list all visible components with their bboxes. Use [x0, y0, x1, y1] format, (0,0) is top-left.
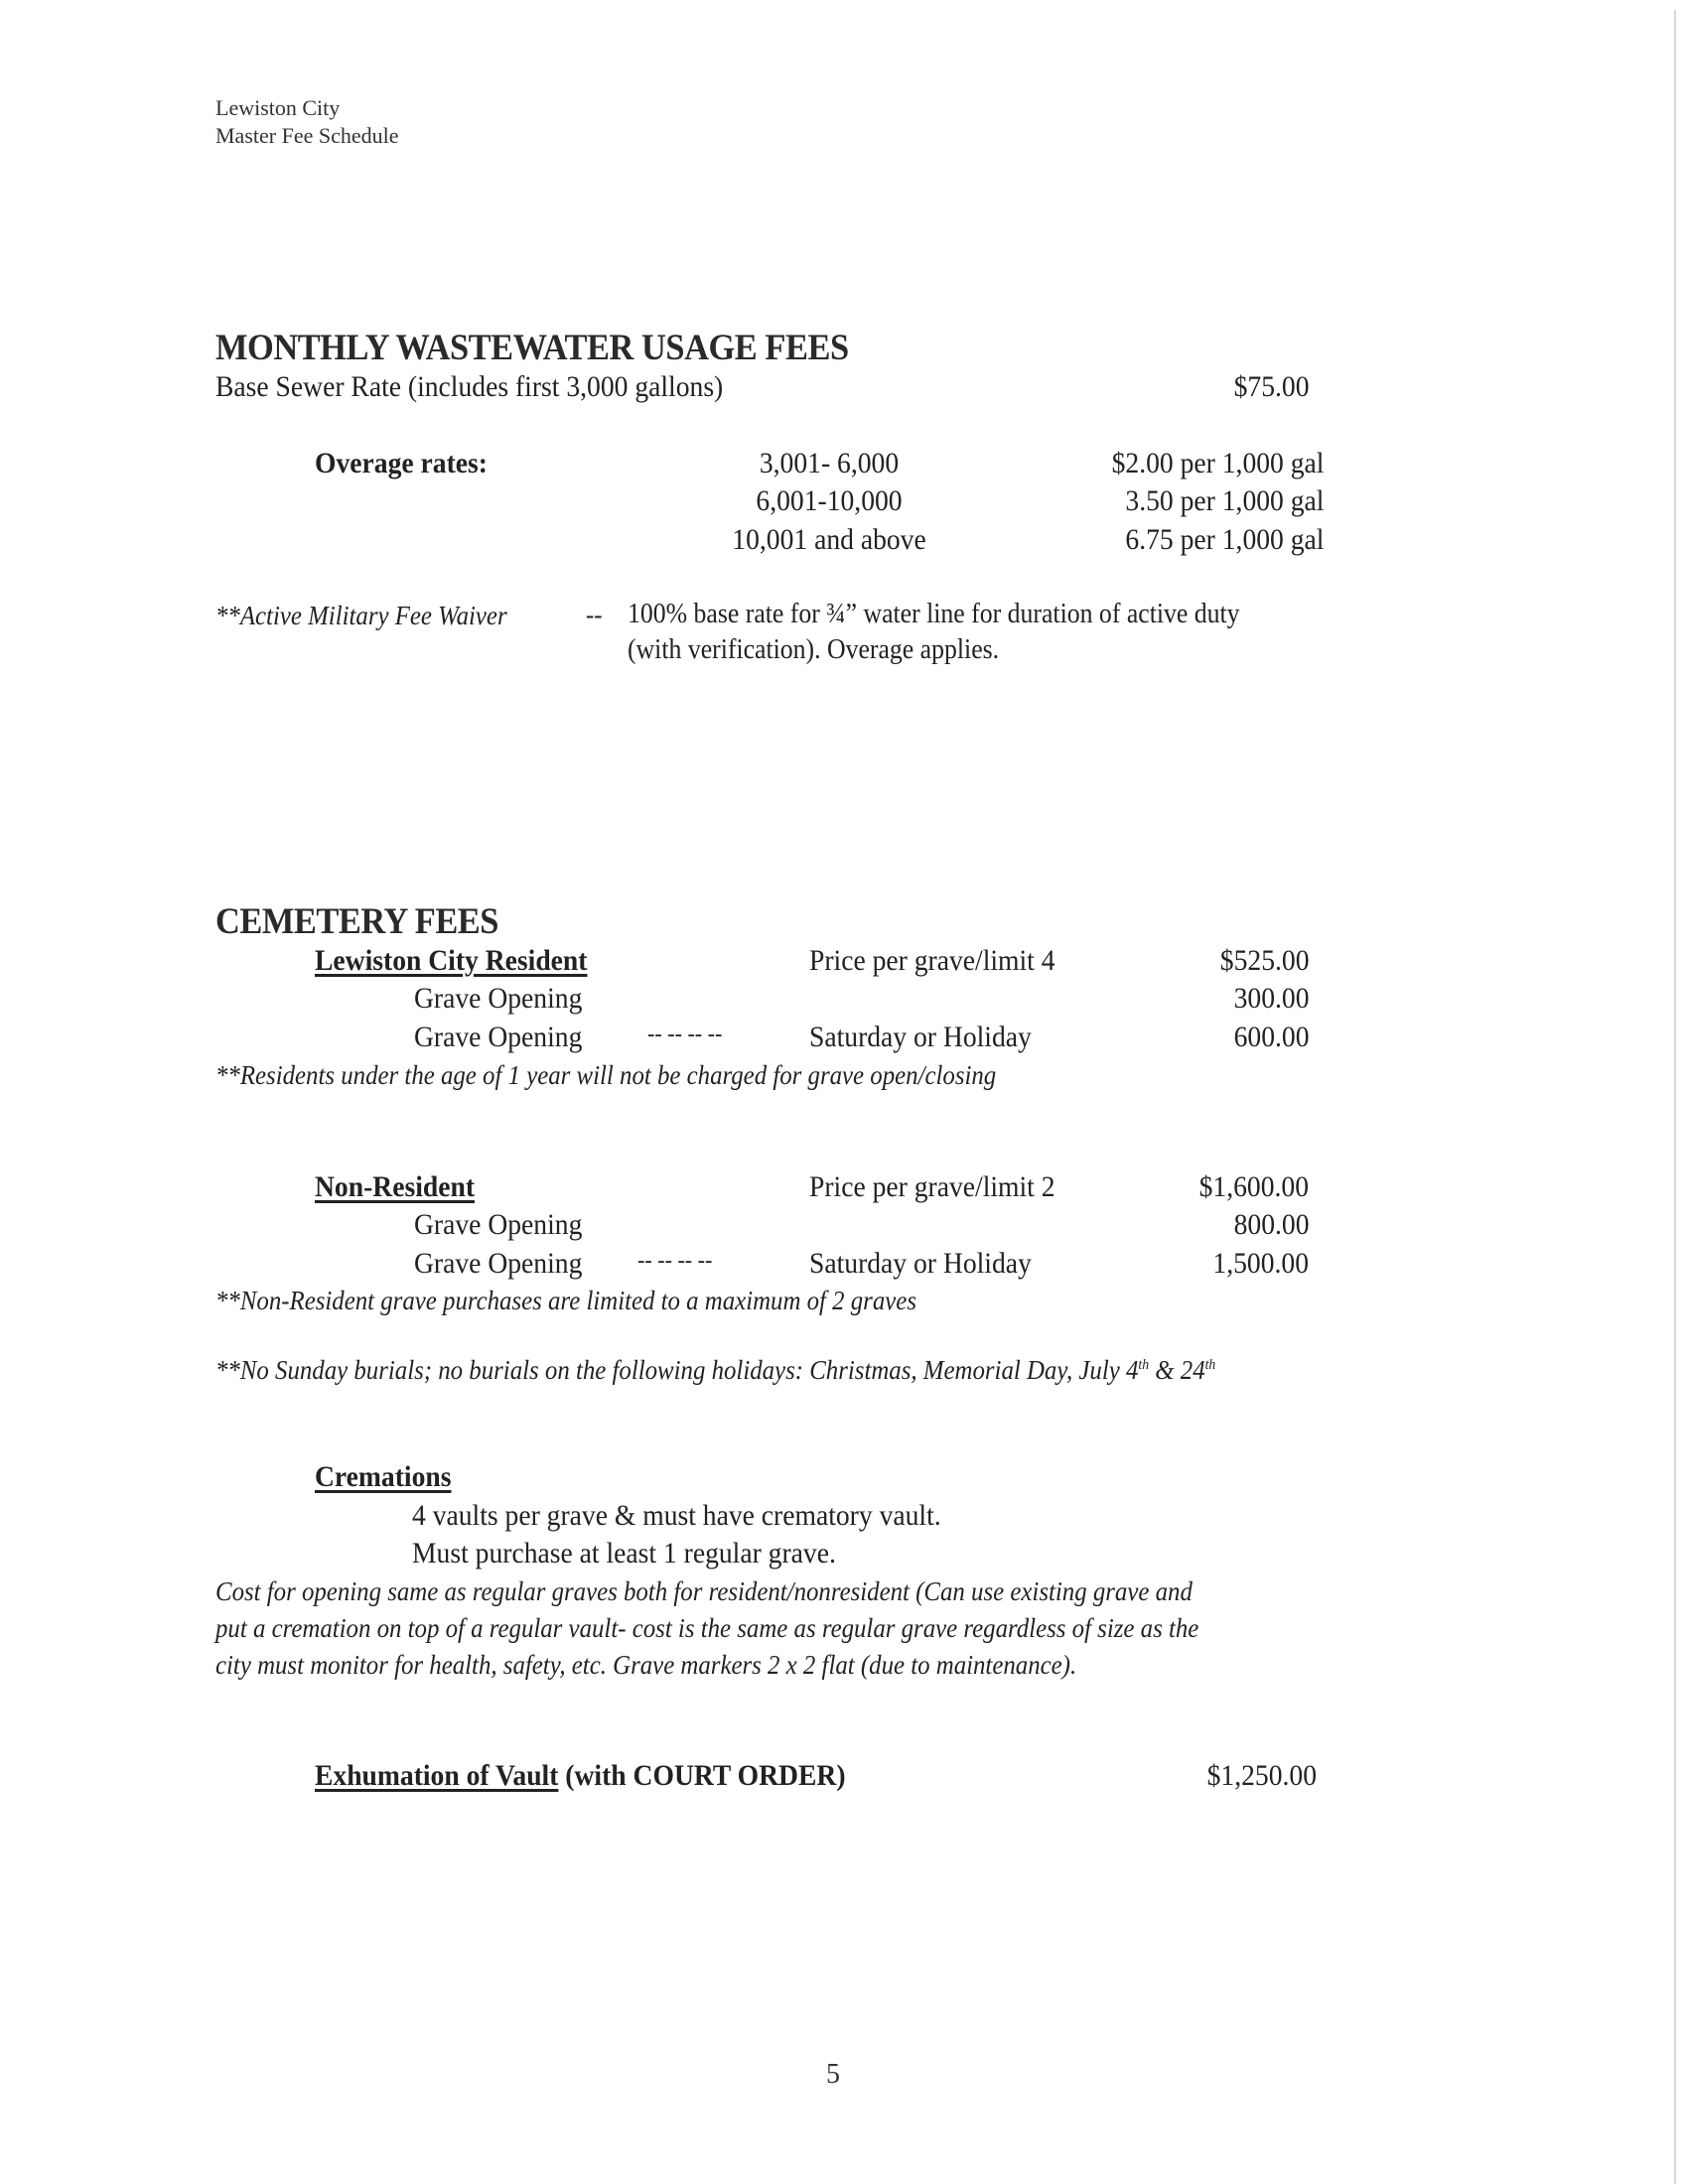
- sunday-note-text-2: & 24: [1149, 1355, 1205, 1385]
- nonresident-holiday-label: Saturday or Holiday: [809, 1247, 1032, 1280]
- resident-holiday-amount: 600.00: [1233, 1021, 1309, 1053]
- nonresident-grave-opening-holiday: Grave Opening: [414, 1247, 583, 1280]
- resident-grave-opening: Grave Opening: [414, 982, 583, 1015]
- resident-price: $525.00: [1219, 944, 1309, 977]
- resident-holiday-label: Saturday or Holiday: [809, 1021, 1032, 1053]
- exhumation-qualifier: (with COURT ORDER): [558, 1759, 846, 1792]
- resident-heading: Lewiston City Resident: [315, 944, 588, 977]
- nonresident-note: **Non-Resident grave purchases are limited to a maximum of 2 graves: [215, 1286, 916, 1315]
- base-sewer-label: Base Sewer Rate (includes first 3,000 gallons): [215, 370, 724, 403]
- sunday-note-text: **No Sunday burials; no burials on the following holidays: Christmas, Memorial Day, July 4: [215, 1355, 1139, 1385]
- resident-dashes: -- -- -- --: [647, 1022, 723, 1047]
- header-city: Lewiston City: [215, 95, 341, 120]
- military-separator: --: [586, 600, 603, 629]
- nonresident-grave-opening-amount: 800.00: [1233, 1208, 1309, 1241]
- cremations-note-1: Cost for opening same as regular graves both for resident/nonresident (Can use existing grave and: [215, 1576, 1193, 1606]
- page-edge-line: [1674, 10, 1676, 2184]
- overage-range: 10,001 and above: [732, 523, 926, 556]
- sunday-burials-note: [215, 1357, 1215, 1384]
- overage-range: 6,001-10,000: [756, 484, 903, 517]
- exhumation-heading: Exhumation of Vault: [315, 1759, 559, 1792]
- cremations-heading: Cremations: [315, 1460, 452, 1493]
- exhumation-row: [315, 1761, 846, 1791]
- military-waiver-text-2: (with verification). Overage applies.: [628, 634, 1000, 665]
- cremations-line-2: Must purchase at least 1 regular grave.: [412, 1537, 836, 1570]
- page-number: 5: [826, 2059, 840, 2090]
- nonresident-heading: Non-Resident: [315, 1170, 476, 1203]
- ordinal-suffix: th: [1138, 1357, 1150, 1373]
- nonresident-grave-opening: Grave Opening: [414, 1208, 583, 1241]
- exhumation-amount: $1,250.00: [1206, 1759, 1317, 1792]
- resident-price-label: Price per grave/limit 4: [809, 944, 1055, 977]
- overage-label: Overage rates:: [315, 447, 488, 479]
- cremations-line-1: 4 vaults per grave & must have crematory vault.: [412, 1499, 941, 1532]
- overage-rate: 3.50 per 1,000 gal: [1124, 484, 1324, 517]
- nonresident-holiday-amount: 1,500.00: [1212, 1247, 1309, 1280]
- base-sewer-amount: $75.00: [1233, 370, 1309, 403]
- military-waiver-text: 100% base rate for ¾” water line for duration of active duty: [628, 599, 1240, 629]
- overage-range: 3,001- 6,000: [759, 447, 900, 479]
- nonresident-price-label: Price per grave/limit 2: [809, 1170, 1055, 1203]
- resident-grave-opening-amount: 300.00: [1233, 982, 1309, 1015]
- military-waiver-label: **Active Military Fee Waiver: [215, 601, 507, 630]
- overage-rate: $2.00 per 1,000 gal: [1111, 447, 1324, 479]
- resident-note: **Residents under the age of 1 year will not be charged for grave open/closing: [215, 1060, 997, 1090]
- nonresident-price: $1,600.00: [1198, 1170, 1309, 1203]
- wastewater-title: MONTHLY WASTEWATER USAGE FEES: [215, 328, 849, 368]
- header-schedule: Master Fee Schedule: [215, 123, 399, 148]
- ordinal-suffix-2: th: [1204, 1357, 1216, 1373]
- overage-rate: 6.75 per 1,000 gal: [1124, 523, 1324, 556]
- cemetery-title: CEMETERY FEES: [215, 901, 498, 942]
- cremations-note-3: city must monitor for health, safety, etc. Grave markers 2 x 2 flat (due to maintenance).: [215, 1650, 1077, 1680]
- cremations-note-2: put a cremation on top of a regular vault- cost is the same as regular grave regardless of size as the: [215, 1613, 1199, 1643]
- resident-grave-opening-holiday: Grave Opening: [414, 1021, 583, 1053]
- nonresident-dashes: -- -- -- --: [637, 1248, 713, 1274]
